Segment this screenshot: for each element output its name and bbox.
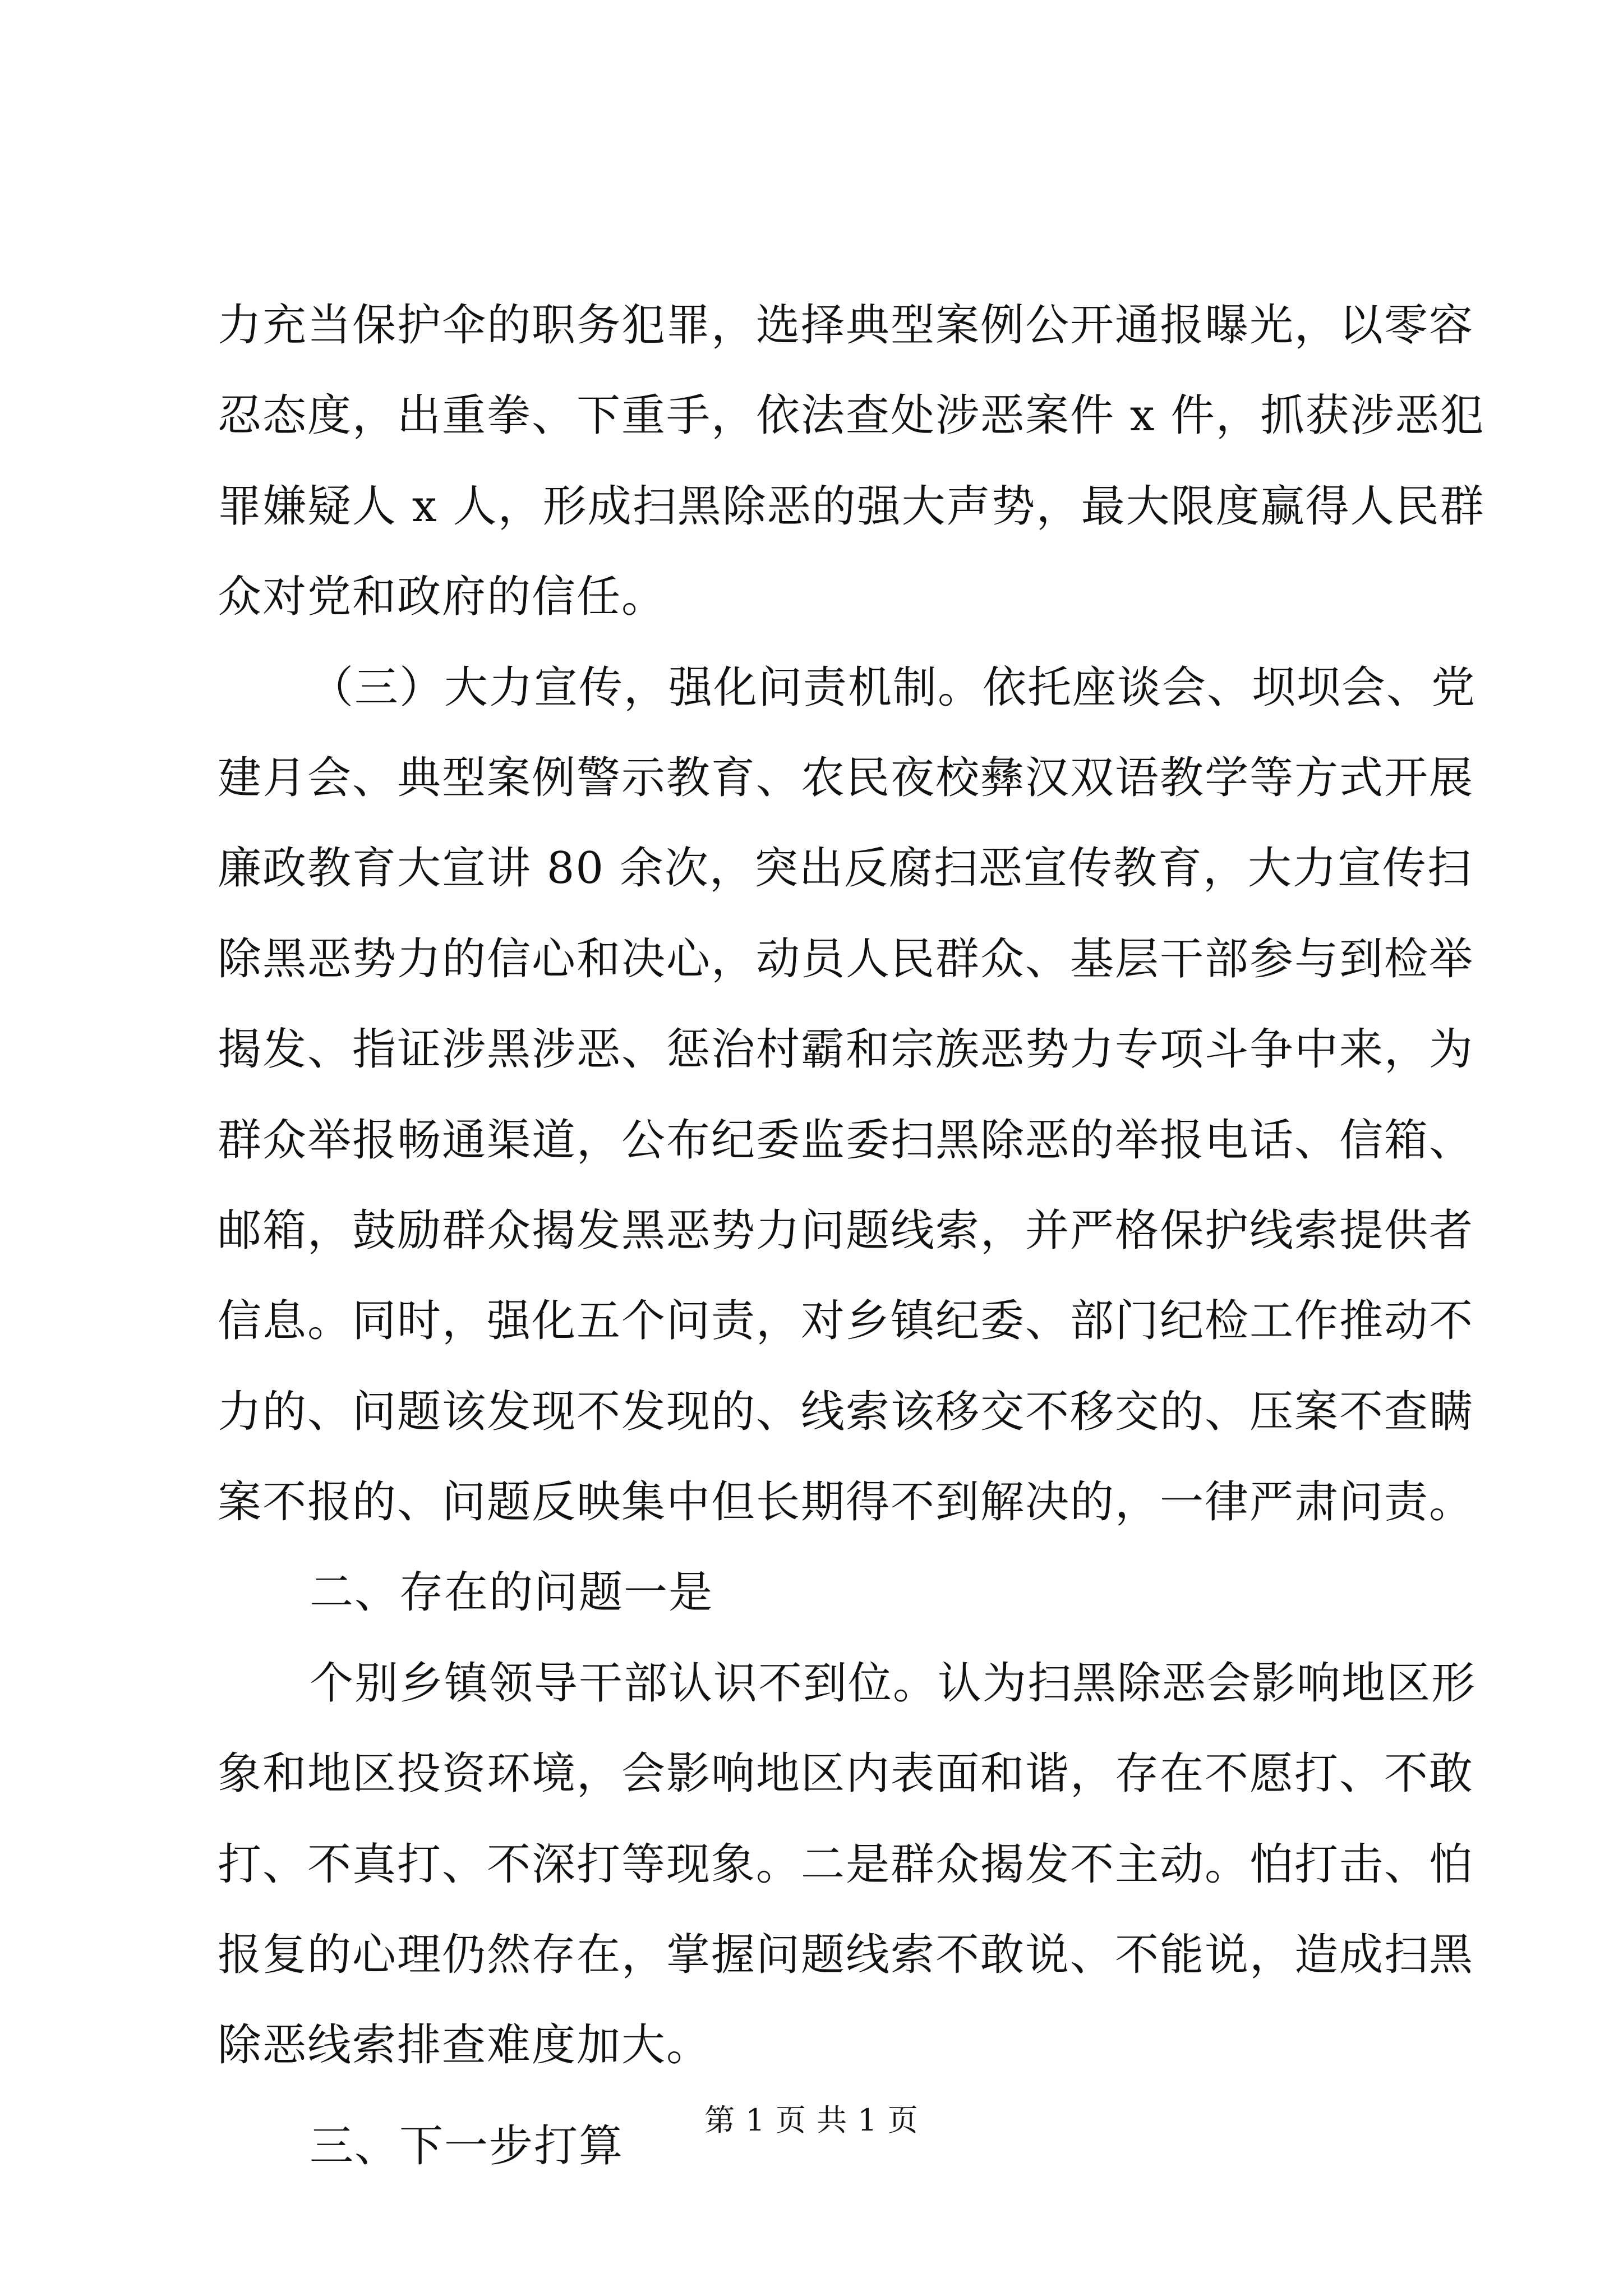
text-line: 案不报的、问题反映集中但长期得不到解决的，一律严肃问责。 xyxy=(218,1477,1474,1528)
text-line: 除黑恶势力的信心和决心，动员人民群众、基层干部参与到检举 xyxy=(218,933,1474,984)
text-line: 罪嫌疑人 x 人，形成扫黑除恶的强大声势，最大限度赢得人民群 xyxy=(218,481,1485,532)
section-heading-problems: 二、存在的问题一是 xyxy=(310,1567,714,1618)
paragraph-start-line: （三）大力宣传，强化问责机制。依托座谈会、坝坝会、党 xyxy=(310,662,1477,713)
paragraph-start-line: 个别乡镇领导干部认识不到位。认为扫黑除恶会影响地区形 xyxy=(310,1658,1477,1709)
text-line: 象和地区投资环境，会影响地区内表面和谐，存在不愿打、不敢 xyxy=(218,1749,1474,1800)
text-line: 除恶线索排查难度加大。 xyxy=(218,2020,712,2071)
text-line: 建月会、典型案例警示教育、农民夜校彝汉双语教学等方式开展 xyxy=(218,752,1474,803)
section-heading-next-steps: 三、下一步打算 xyxy=(310,2120,624,2171)
text-line: 揭发、指证涉黑涉恶、惩治村霸和宗族恶势力专项斗争中来，为 xyxy=(218,1024,1474,1075)
page-number-label: 第 1 页 共 1 页 xyxy=(704,2102,919,2138)
text-line: 众对党和政府的信任。 xyxy=(218,572,667,623)
text-line: 力充当保护伞的职务犯罪，选择典型案例公开通报曝光，以零容 xyxy=(218,300,1474,351)
text-line: 群众举报畅通渠道，公布纪委监委扫黑除恶的举报电话、信箱、 xyxy=(218,1115,1474,1166)
text-line: 信息。同时，强化五个问责，对乡镇纪委、部门纪检工作推动不 xyxy=(218,1296,1474,1347)
text-line: 廉政教育大宣讲 80 余次，突出反腐扫恶宣传教育，大力宣传扫 xyxy=(218,843,1472,894)
text-line: 报复的心理仍然存在，掌握问题线索不敢说、不能说，造成扫黑 xyxy=(218,1930,1474,1981)
body-text xyxy=(218,280,1485,2192)
text-line: 打、不真打、不深打等现象。二是群众揭发不主动。怕打击、怕 xyxy=(218,1839,1474,1890)
text-line: 邮箱，鼓励群众揭发黑恶势力问题线索，并严格保护线索提供者 xyxy=(218,1205,1474,1256)
text-line: 忍态度，出重拳、下重手，依法查处涉恶案件 x 件，抓获涉恶犯 xyxy=(218,390,1485,441)
text-line: 力的、问题该发现不发现的、线索该移交不移交的、压案不查瞒 xyxy=(218,1386,1474,1437)
page-footer xyxy=(0,2101,1623,2140)
